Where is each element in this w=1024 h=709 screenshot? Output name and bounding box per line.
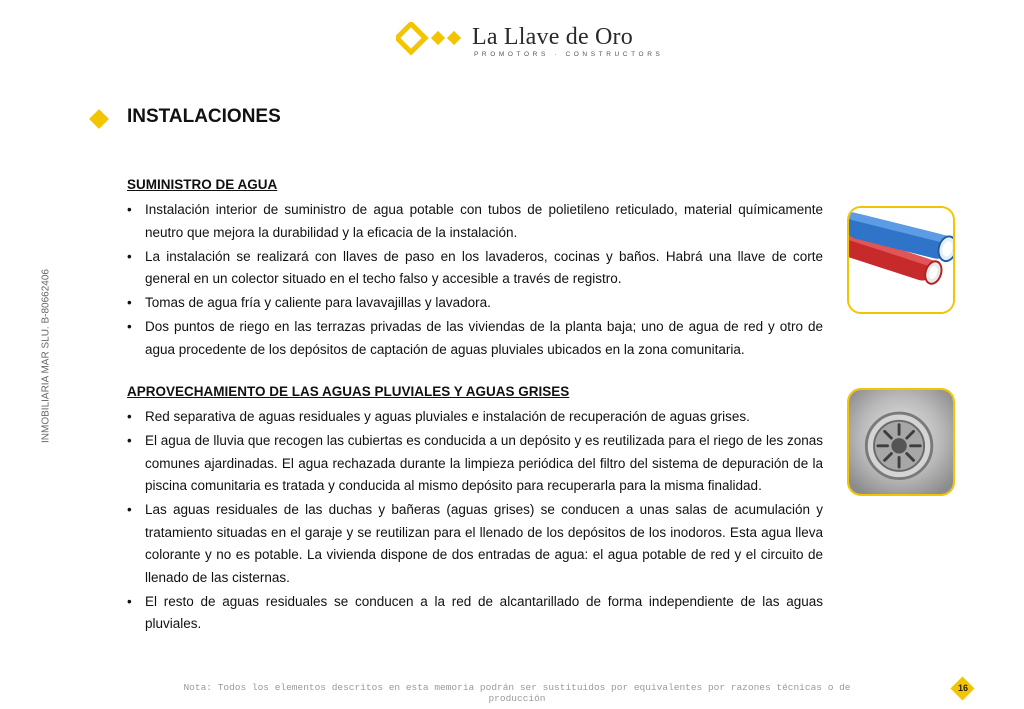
page-number-badge [951, 677, 975, 701]
brand-logo [396, 20, 664, 60]
footer-note: Nota: Todos los elementos descritos en esta memoria podrán ser sustituidos por equivalentes por razones técnicas o de producción [183, 682, 851, 704]
title-diamond-icon [88, 108, 110, 130]
list-item: • La instalación se realizará con llaves de paso en los lavaderos, cocinas y baños. Habrá una llave de corte general en un colector situado en el techo falso y accesible a través de registro. [127, 246, 823, 291]
list-item: • Tomas de agua fría y caliente para lavavajillas y lavadora. [127, 292, 823, 315]
list-item: • Dos puntos de riego en las terrazas privadas de las viviendas de la planta baja; uno de agua de red y otro de agua procedente de los depósitos de captación de aguas pluviales ubicados en la zona comunitaria. [127, 316, 823, 361]
drain-photo-icon [849, 390, 953, 494]
pipes-photo-icon [849, 208, 953, 312]
page-number: 16 [957, 683, 968, 693]
content-body [127, 176, 823, 637]
company-registration-text: INMOBILIARIA MAR SLU. B-80662406 [40, 269, 52, 443]
pipes-photo [847, 206, 955, 314]
page-title: INSTALACIONES [127, 106, 281, 127]
list-item: • Red separativa de aguas residuales y aguas pluviales e instalación de recuperación de aguas grises. [127, 406, 823, 429]
brand-name: La Llave de Oro [472, 24, 633, 50]
list-item: • Instalación interior de suministro de agua potable con tubos de polietileno reticulado, material químicamente neutro que mejora la durabilidad y la eficacia de la instalación. [127, 199, 823, 244]
section-heading-water-supply: SUMINISTRO DE AGUA [127, 177, 278, 192]
brand-tagline: PROMOTORS · CONSTRUCTORS [474, 51, 664, 58]
list-item: • El resto de aguas residuales se conducen a la red de alcantarillado de forma independiente de las aguas pluviales. [127, 591, 823, 636]
key-diamonds-icon [396, 22, 468, 58]
drain-photo [847, 388, 955, 496]
section-heading-rainwater: APROVECHAMIENTO DE LAS AGUAS PLUVIALES Y AGUAS GRISES [127, 384, 570, 399]
list-item: • Las aguas residuales de las duchas y bañeras (aguas grises) se conducen a unas salas de acumulación y tratamiento situadas en el garaje y se reutilizan para el llenado de los depósitos de los inodoros. Esta agua lleva colorante y no es potable. La vivienda dispone de dos entradas de agua: el agua potable de red y el circuito de llenado de las cisternas. [127, 499, 823, 589]
water-supply-list [127, 199, 823, 361]
rainwater-list [127, 406, 823, 636]
list-item: • El agua de lluvia que recogen las cubiertas es conducida a un depósito y es reutilizada para el riego de les zonas comunes ajardinadas. El agua rechazada durante la limpieza periódica del filtro del sistema de depuración de la piscina comunitaria es tratada y conducida al mismo depósito para recuperarla para la misma finalidad. [127, 430, 823, 498]
